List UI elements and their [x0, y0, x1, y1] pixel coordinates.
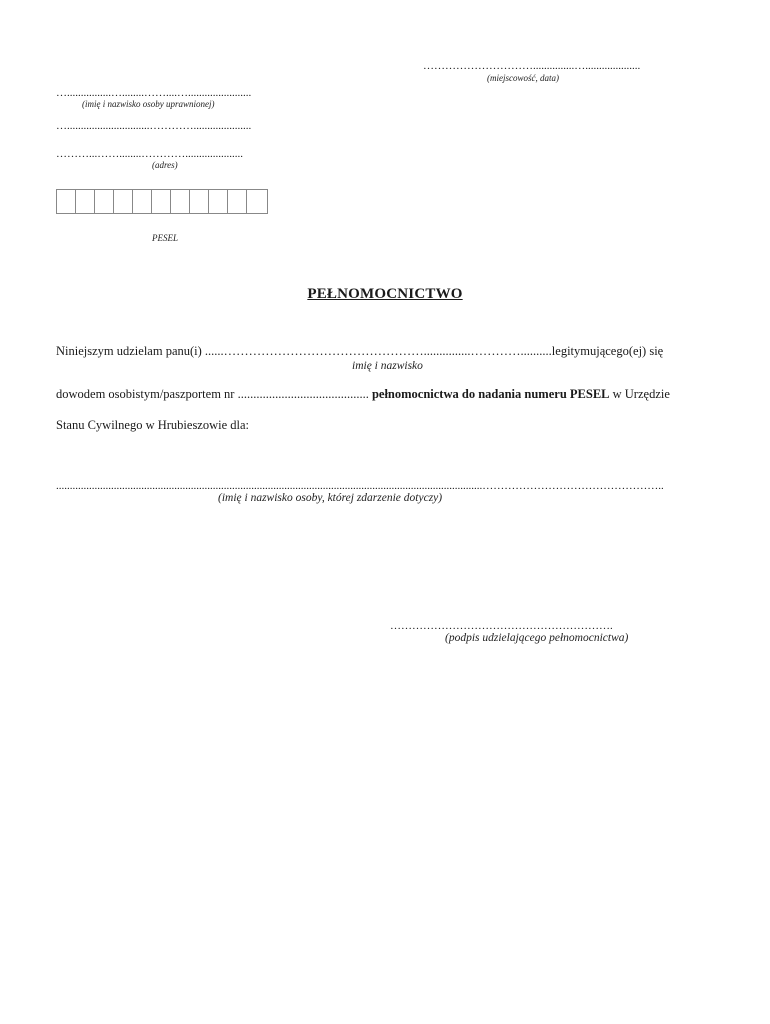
body-line-2-dots: .......................................... — [237, 387, 369, 401]
pesel-cell — [209, 190, 228, 213]
document-title: PEŁNOMOCNICTWO — [307, 286, 463, 302]
address-line-1-dots: …..............................…………..................... — [56, 120, 252, 132]
body-line-2 — [56, 387, 670, 402]
person-name-caption: (imię i nazwisko osoby, której zdarzenie dotyczy) — [218, 492, 443, 504]
signature-dots: ……………………………………………………. — [390, 620, 613, 632]
place-date-caption: (miejscowość, data) — [487, 73, 559, 83]
body-line-2-bold: pełnomocnictwa do nadania numeru PESEL — [371, 387, 610, 401]
pesel-cell — [57, 190, 76, 213]
body-line-1 — [56, 344, 663, 359]
address-line-2-dots: ………...……........…………..................... — [56, 148, 243, 160]
pesel-cell — [114, 190, 133, 213]
place-date-dots: …………………………...............….................... — [423, 60, 641, 72]
address-caption: (adres) — [152, 160, 178, 170]
pesel-cell — [247, 190, 267, 213]
pesel-cell — [152, 190, 171, 213]
body-line-3: Stanu Cywilnego w Hrubieszowie dla: — [56, 418, 250, 432]
authorized-name-caption: (imię i nazwisko osoby uprawnionej) — [82, 99, 215, 109]
body-line-1-suffix: legitymującego(ej) się — [551, 344, 664, 358]
pesel-caption: PESEL — [152, 233, 178, 243]
pesel-cell — [171, 190, 190, 213]
body-line-2-suffix: w Urzędzie — [612, 387, 670, 401]
pesel-cell — [190, 190, 209, 213]
person-name-dots: ...........................................................................................................................................................………………………………………….. — [56, 480, 664, 492]
pesel-cell — [133, 190, 152, 213]
pesel-grid — [56, 189, 268, 214]
signature-caption: (podpis udzielającego pełnomocnictwa) — [445, 632, 629, 644]
pesel-cell — [76, 190, 95, 213]
pesel-cell — [95, 190, 114, 213]
body-line-1-dots: ......…………………………………………...............………….......... — [204, 344, 552, 358]
pesel-cell — [228, 190, 247, 213]
body-line-2-prefix: dowodem osobistym/paszportem nr — [56, 387, 235, 401]
body-line-1-prefix: Niniejszym udzielam panu(i) — [56, 344, 202, 358]
authorized-name-dots: …................…........……....…....................... — [56, 87, 252, 99]
body-line-1-caption: imię i nazwisko — [352, 360, 423, 372]
